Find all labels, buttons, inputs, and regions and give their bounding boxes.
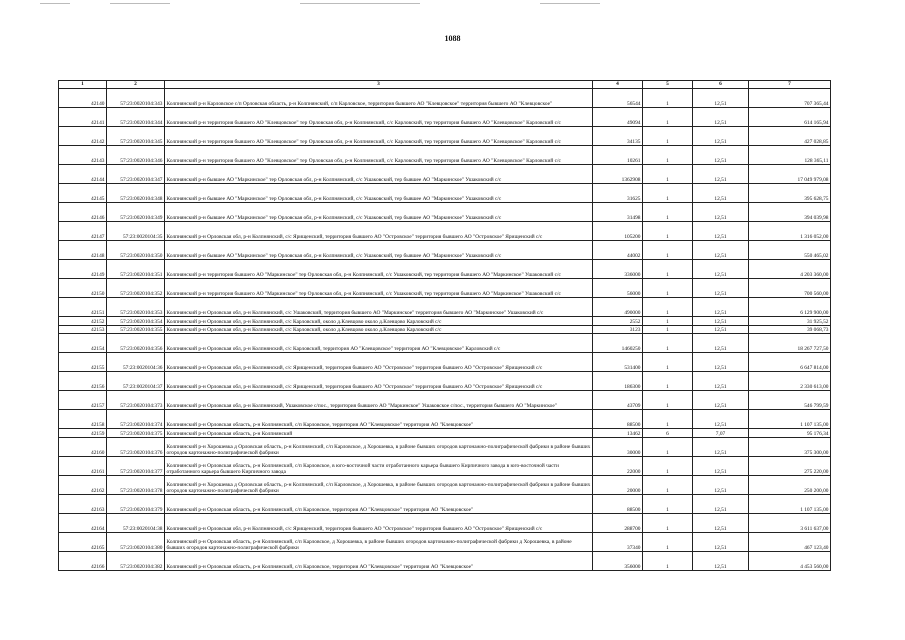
scan-artifact [300, 3, 420, 4]
share-cell: 1 [643, 222, 693, 241]
scan-artifact [540, 3, 600, 4]
registry-table [58, 80, 831, 571]
area-cell: 34135 [593, 127, 643, 146]
area-cell: 22000 [593, 456, 643, 475]
area-cell: 88500 [593, 494, 643, 513]
row-id-cell: 42158 [59, 410, 107, 429]
area-cell: 20000 [593, 475, 643, 494]
table-row [59, 203, 831, 222]
table-row [59, 410, 831, 429]
row-id-cell: 42153 [59, 325, 107, 334]
table-row [59, 372, 831, 391]
row-id-cell: 42141 [59, 108, 107, 127]
row-id-cell: 42149 [59, 260, 107, 279]
rate-cell: 12,51 [693, 456, 749, 475]
row-id-cell: 42144 [59, 165, 107, 184]
rate-cell: 12,51 [693, 410, 749, 429]
area-cell: 288700 [593, 513, 643, 532]
scan-artifact [110, 3, 170, 4]
cadastral-number-cell: 57:23:0020104:349 [107, 203, 165, 222]
cadastral-value-cell: 395 628,75 [749, 184, 831, 203]
cadastral-number-cell: 57:23:0020104:347 [107, 165, 165, 184]
share-cell: 1 [643, 353, 693, 372]
area-cell: 37340 [593, 532, 643, 551]
cadastral-value-cell: 18 267 727,50 [749, 334, 831, 353]
cadastral-value-cell: 1 107 135,00 [749, 410, 831, 429]
rate-cell: 12,51 [693, 260, 749, 279]
table-row [59, 475, 831, 494]
table-row [59, 353, 831, 372]
address-description-cell: Колпнянский р-н Орловская область, р-н Колпнянский, с/п Карловское, территория АО "Клевцовское" территория АО "Клевцовское" [165, 410, 593, 429]
cadastral-value-cell: 1 316 052,00 [749, 222, 831, 241]
area-cell: 30000 [593, 437, 643, 456]
table-row [59, 146, 831, 165]
row-id-cell: 42163 [59, 494, 107, 513]
area-cell: 1362908 [593, 165, 643, 184]
cadastral-number-cell: 57:23:0020104:375 [107, 429, 165, 438]
share-cell: 1 [643, 298, 693, 317]
cadastral-value-cell: 4 203 360,00 [749, 260, 831, 279]
share-cell: 1 [643, 456, 693, 475]
address-description-cell: Колпнянский р-н Орловская область, р-н Колпнянский, с/п Карловское, в юго-восточной части отработанного карьера бывшего Кирпичного завода в юго-восточной части отработанного карьера бывшего Кирпичного завода [165, 456, 593, 475]
cadastral-number-cell: 57:23:0020104:35 [107, 222, 165, 241]
rate-cell: 12,51 [693, 391, 749, 410]
address-description-cell: Колпнянский р-н территория бывшего АО "Клевцовское" тер Орловская обл, р-н Колпнянский, с/с Карловский, тер территория бывшего АО "Клевцовское" Карловский с/с [165, 146, 593, 165]
share-cell: 1 [643, 325, 693, 334]
cadastral-value-cell: 2 330 613,00 [749, 372, 831, 391]
area-cell: 31625 [593, 184, 643, 203]
address-description-cell: Колпнянский р-н Хорошевка д Орловская область, р-н Колпнянский, с/п Карловское, д Хорошевка, в районе бывших огородов картонажно-полиграфической фабрики в районе бывших огородов картонажно-полиграфической фабрики [165, 475, 593, 494]
address-description-cell: Колпнянский р-н Орловская область, р-н Колпнянский, с/п Карловское, территория АО "Клевцовское" территория АО "Клевцовское" [165, 551, 593, 570]
address-description-cell: Колпнянский р-н Карловское с/п Орловская область, р-н Колпнянский, с/п Карловское, территория бывшего АО "Клевцовское" территория бывшего АО "Клевцовское" [165, 89, 593, 108]
table-row [59, 222, 831, 241]
rate-cell: 12,51 [693, 241, 749, 260]
rate-cell: 12,51 [693, 532, 749, 551]
address-description-cell: Колпнянский р-н Орловская обл, р-н Колпнянский, с/с Ярищенский, территория бывшего АО "Островское" территория бывшего АО "Островское" Ярищенский с/с [165, 353, 593, 372]
cadastral-value-cell: 6 647 814,00 [749, 353, 831, 372]
area-cell: 3123 [593, 325, 643, 334]
table-row [59, 391, 831, 410]
rate-cell: 12,51 [693, 317, 749, 326]
cadastral-number-cell: 57:23:0020104:38 [107, 513, 165, 532]
rate-cell: 12,51 [693, 334, 749, 353]
share-cell: 1 [643, 475, 693, 494]
address-description-cell: Колпнянский р-н Орловская область, р-н Колпнянский [165, 429, 593, 438]
area-cell: 31498 [593, 203, 643, 222]
cadastral-value-cell: 6 129 900,00 [749, 298, 831, 317]
table-row [59, 165, 831, 184]
cadastral-number-cell: 57:23:0020104:346 [107, 146, 165, 165]
area-cell: 2552 [593, 317, 643, 326]
table-row [59, 551, 831, 570]
cadastral-value-cell: 250 200,00 [749, 475, 831, 494]
address-description-cell: Колпнянский р-н территория бывшего АО "Маркинское" тер Орловская обл, р-н Колпнянский, с/с Ушаковский, тер территория бывшего АО "Маркинское" Ушаковский с/с [165, 279, 593, 298]
table-row [59, 325, 831, 334]
area-cell: 13462 [593, 429, 643, 438]
cadastral-number-cell: 57:23:0020104:351 [107, 260, 165, 279]
table-row [59, 532, 831, 551]
address-description-cell: Колпнянский р-н территория бывшего АО "Клевцовское" тер Орловская обл, р-н Колпнянский, с/с Карловский, тер территория бывшего АО "Клевцовское" Карловский с/с [165, 127, 593, 146]
rate-cell: 12,51 [693, 184, 749, 203]
rate-cell: 12,51 [693, 108, 749, 127]
row-id-cell: 42161 [59, 456, 107, 475]
row-id-cell: 42142 [59, 127, 107, 146]
cadastral-number-cell: 57:23:0020104:36 [107, 353, 165, 372]
share-cell: 1 [643, 532, 693, 551]
area-cell: 531400 [593, 353, 643, 372]
share-cell: 1 [643, 494, 693, 513]
rate-cell: 12,51 [693, 127, 749, 146]
column-header: 3 [165, 81, 593, 89]
column-header: 5 [643, 81, 693, 89]
column-header: 2 [107, 81, 165, 89]
address-description-cell: Колпнянский р-н бывшее АО "Маркинское" тер Орловская обл, р-н Колпнянский, с/с Ушаковский, тер бывшее АО "Маркинское" Ушаковский с/с [165, 241, 593, 260]
cadastral-number-cell: 57:23:0020104:380 [107, 532, 165, 551]
rate-cell: 12,51 [693, 165, 749, 184]
address-description-cell: Колпнянский р-н Орловская область, р-н Колпнянский, с/п Карловское, д Хорошевка, в районе бывших огородов картонажно-полиграфической фабрики д Хорошевка, в районе бывших огородов картонажно-полиграфической фабрики [165, 532, 593, 551]
cadastral-value-cell: 546 799,59 [749, 391, 831, 410]
area-cell: 186300 [593, 372, 643, 391]
scan-artifact [40, 3, 70, 4]
address-description-cell: Колпнянский р-н бывшее АО "Маркинское" тер Орловская обл, р-н Колпнянский, с/с Ушаковский, тер бывшее АО "Маркинское" Ушаковский с/с [165, 184, 593, 203]
rate-cell: 12,51 [693, 475, 749, 494]
address-description-cell: Колпнянский р-н бывшее АО "Маркинское" тер Орловская обл, р-н Колпнянский, с/с Ушаковский, тер бывшее АО "Маркинское" Ушаковский с/с [165, 165, 593, 184]
share-cell: 1 [643, 127, 693, 146]
area-cell: 56544 [593, 89, 643, 108]
address-description-cell: Колпнянский р-н Орловская обл, р-н Колпнянский, с/с Ярищенский, территория бывшего АО "Островское" территория бывшего АО "Островское" Ярищенский с/с [165, 513, 593, 532]
table-row [59, 298, 831, 317]
cadastral-value-cell: 700 560,00 [749, 279, 831, 298]
table-row [59, 241, 831, 260]
share-cell: 1 [643, 146, 693, 165]
cadastral-value-cell: 31 925,52 [749, 317, 831, 326]
cadastral-value-cell: 707 365,44 [749, 89, 831, 108]
cadastral-number-cell: 57:23:0020104:379 [107, 494, 165, 513]
row-id-cell: 42162 [59, 475, 107, 494]
cadastral-number-cell: 57:23:0020104:378 [107, 475, 165, 494]
table-row [59, 127, 831, 146]
share-cell: 1 [643, 391, 693, 410]
cadastral-value-cell: 17 049 979,08 [749, 165, 831, 184]
table-row [59, 279, 831, 298]
rate-cell: 12,51 [693, 146, 749, 165]
address-description-cell: Колпнянский р-н Орловская обл, р-н Колпнянский, с/с Карловский, территория АО "Клевцовское" территория АО "Клевцовское" Карловский с/с [165, 334, 593, 353]
cadastral-number-cell: 57:23:0020104:348 [107, 184, 165, 203]
share-cell: 1 [643, 108, 693, 127]
row-id-cell: 42151 [59, 298, 107, 317]
address-description-cell: Колпнянский р-н Орловская обл, р-н Колпнянский, с/с Ярищенский, территория бывшего АО "Островское" территория бывшего АО "Островское" Ярищенский с/с [165, 372, 593, 391]
cadastral-value-cell: 1 107 135,00 [749, 494, 831, 513]
cadastral-value-cell: 3 611 637,00 [749, 513, 831, 532]
cadastral-number-cell: 57:23:0020104:356 [107, 334, 165, 353]
cadastral-value-cell: 39 068,73 [749, 325, 831, 334]
row-id-cell: 42148 [59, 241, 107, 260]
table-header-row [59, 81, 831, 89]
share-cell: 1 [643, 279, 693, 298]
cadastral-number-cell: 57:23:0020104:355 [107, 325, 165, 334]
table-row [59, 184, 831, 203]
share-cell: 1 [643, 410, 693, 429]
share-cell: 1 [643, 203, 693, 222]
rate-cell: 12,51 [693, 89, 749, 108]
cadastral-value-cell: 614 165,94 [749, 108, 831, 127]
row-id-cell: 42165 [59, 532, 107, 551]
share-cell: 1 [643, 89, 693, 108]
rate-cell: 12,51 [693, 437, 749, 456]
table-row [59, 513, 831, 532]
share-cell: 1 [643, 513, 693, 532]
address-description-cell: Колпнянский р-н Орловская обл, р-н Колпнянский, Ушаковское с/пос., территория бывшего АО "Маркинское" Ушаковское с/пос., территория бывшего АО "Маркинское" [165, 391, 593, 410]
column-header: 6 [693, 81, 749, 89]
table-row [59, 89, 831, 108]
cadastral-number-cell: 57:23:0020104:374 [107, 410, 165, 429]
address-description-cell: Колпнянский р-н Хорошевка д Орловская область, р-н Колпнянский, с/п Карловское, д Хорошевка, в районе бывших огородов картонажно-полиграфической фабрики в районе бывших огородов картонажно-полиграфической фабрики [165, 437, 593, 456]
rate-cell: 12,51 [693, 325, 749, 334]
address-description-cell: Колпнянский р-н территория бывшего АО "Клевцовское" тер Орловская обл, р-н Колпнянский, с/с Карловский, тер территория бывшего АО "Клевцовское" Карловский с/с [165, 108, 593, 127]
cadastral-number-cell: 57:23:0020104:344 [107, 108, 165, 127]
page-number: 1088 [444, 34, 461, 43]
cadastral-number-cell: 57:23:0020104:377 [107, 456, 165, 475]
cadastral-value-cell: 128 365,11 [749, 146, 831, 165]
row-id-cell: 42143 [59, 146, 107, 165]
share-cell: 1 [643, 334, 693, 353]
rate-cell: 12,51 [693, 298, 749, 317]
cadastral-number-cell: 57:23:0020104:343 [107, 89, 165, 108]
table-row [59, 456, 831, 475]
row-id-cell: 42152 [59, 317, 107, 326]
column-header: 1 [59, 81, 107, 89]
column-header: 4 [593, 81, 643, 89]
row-id-cell: 42160 [59, 437, 107, 456]
rate-cell: 12,51 [693, 203, 749, 222]
cadastral-number-cell: 57:23:0020104:353 [107, 298, 165, 317]
cadastral-number-cell: 57:23:0020104:352 [107, 279, 165, 298]
area-cell: 43709 [593, 391, 643, 410]
row-id-cell: 42147 [59, 222, 107, 241]
area-cell: 56000 [593, 279, 643, 298]
cadastral-value-cell: 550 465,02 [749, 241, 831, 260]
column-header: 7 [749, 81, 831, 89]
share-cell: 1 [643, 260, 693, 279]
table-row [59, 108, 831, 127]
area-cell: 490000 [593, 298, 643, 317]
share-cell: 1 [643, 241, 693, 260]
row-id-cell: 42155 [59, 353, 107, 372]
row-id-cell: 42166 [59, 551, 107, 570]
cadastral-value-cell: 275 220,00 [749, 456, 831, 475]
area-cell: 105200 [593, 222, 643, 241]
rate-cell: 12,51 [693, 353, 749, 372]
rate-cell: 7,07 [693, 429, 749, 438]
row-id-cell: 42159 [59, 429, 107, 438]
share-cell: 1 [643, 551, 693, 570]
cadastral-value-cell: 95 176,34 [749, 429, 831, 438]
row-id-cell: 42157 [59, 391, 107, 410]
share-cell: 1 [643, 184, 693, 203]
address-description-cell: Колпнянский р-н Орловская обл, р-н Колпнянский, с/с Ушаковский, территория бывшего АО "Маркинское" территория бывшего АО "Маркинское" Ушаковский с/с [165, 298, 593, 317]
cadastral-number-cell: 57:23:0020104:350 [107, 241, 165, 260]
rate-cell: 12,51 [693, 551, 749, 570]
cadastral-value-cell: 4 453 560,00 [749, 551, 831, 570]
area-cell: 88500 [593, 410, 643, 429]
area-cell: 49094 [593, 108, 643, 127]
address-description-cell: Колпнянский р-н территория бывшего АО "Маркинское" тер Орловская обл, р-н Колпнянский, с/с Ушаковский, тер территория бывшего АО "Маркинское" Ушаковский с/с [165, 260, 593, 279]
share-cell: 1 [643, 437, 693, 456]
cadastral-number-cell: 57:23:0020104:37 [107, 372, 165, 391]
rate-cell: 12,51 [693, 372, 749, 391]
table-row [59, 437, 831, 456]
row-id-cell: 42146 [59, 203, 107, 222]
area-cell: 336000 [593, 260, 643, 279]
rate-cell: 12,51 [693, 494, 749, 513]
table-row [59, 334, 831, 353]
address-description-cell: Колпнянский р-н Орловская обл, р-н Колпнянский, с/с Карловский, около д.Клевцово около д.Клевцово Карловский с/с [165, 325, 593, 334]
area-cell: 44002 [593, 241, 643, 260]
cadastral-number-cell: 57:23:0020104:373 [107, 391, 165, 410]
table-row [59, 494, 831, 513]
rate-cell: 12,51 [693, 513, 749, 532]
area-cell: 356000 [593, 551, 643, 570]
cadastral-number-cell: 57:23:0020104:345 [107, 127, 165, 146]
area-cell: 1460250 [593, 334, 643, 353]
area-cell: 10261 [593, 146, 643, 165]
row-id-cell: 42164 [59, 513, 107, 532]
cadastral-value-cell: 375 300,00 [749, 437, 831, 456]
address-description-cell: Колпнянский р-н бывшее АО "Маркинское" тер Орловская обл, р-н Колпнянский, с/с Ушаковский, тер бывшее АО "Маркинское" Ушаковский с/с [165, 203, 593, 222]
address-description-cell: Колпнянский р-н Орловская область, р-н Колпнянский, с/п Карловское, территория АО "Клевцовское" территория АО "Клевцовское" [165, 494, 593, 513]
cadastral-value-cell: 427 028,85 [749, 127, 831, 146]
row-id-cell: 42140 [59, 89, 107, 108]
share-cell: 1 [643, 165, 693, 184]
cadastral-value-cell: 467 123,40 [749, 532, 831, 551]
address-description-cell: Колпнянский р-н Орловская обл, р-н Колпнянский, с/с Карловский, около д.Клевцово около д.Клевцово Карловский с/с [165, 317, 593, 326]
row-id-cell: 42156 [59, 372, 107, 391]
rate-cell: 12,51 [693, 222, 749, 241]
address-description-cell: Колпнянский р-н Орловская обл, р-н Колпнянский, с/с Ярищенский, территория бывшего АО "Островское" территория бывшего АО "Островское" Ярищенский с/с [165, 222, 593, 241]
row-id-cell: 42150 [59, 279, 107, 298]
rate-cell: 12,51 [693, 279, 749, 298]
cadastral-number-cell: 57:23:0020104:376 [107, 437, 165, 456]
share-cell: 1 [643, 372, 693, 391]
table-row [59, 429, 831, 438]
cadastral-number-cell: 57:23:0020104:354 [107, 317, 165, 326]
cadastral-number-cell: 57:23:0020104:382 [107, 551, 165, 570]
table-row [59, 260, 831, 279]
row-id-cell: 42145 [59, 184, 107, 203]
table-row [59, 317, 831, 326]
row-id-cell: 42154 [59, 334, 107, 353]
cadastral-value-cell: 394 039,98 [749, 203, 831, 222]
share-cell: 1 [643, 317, 693, 326]
share-cell: 6 [643, 429, 693, 438]
